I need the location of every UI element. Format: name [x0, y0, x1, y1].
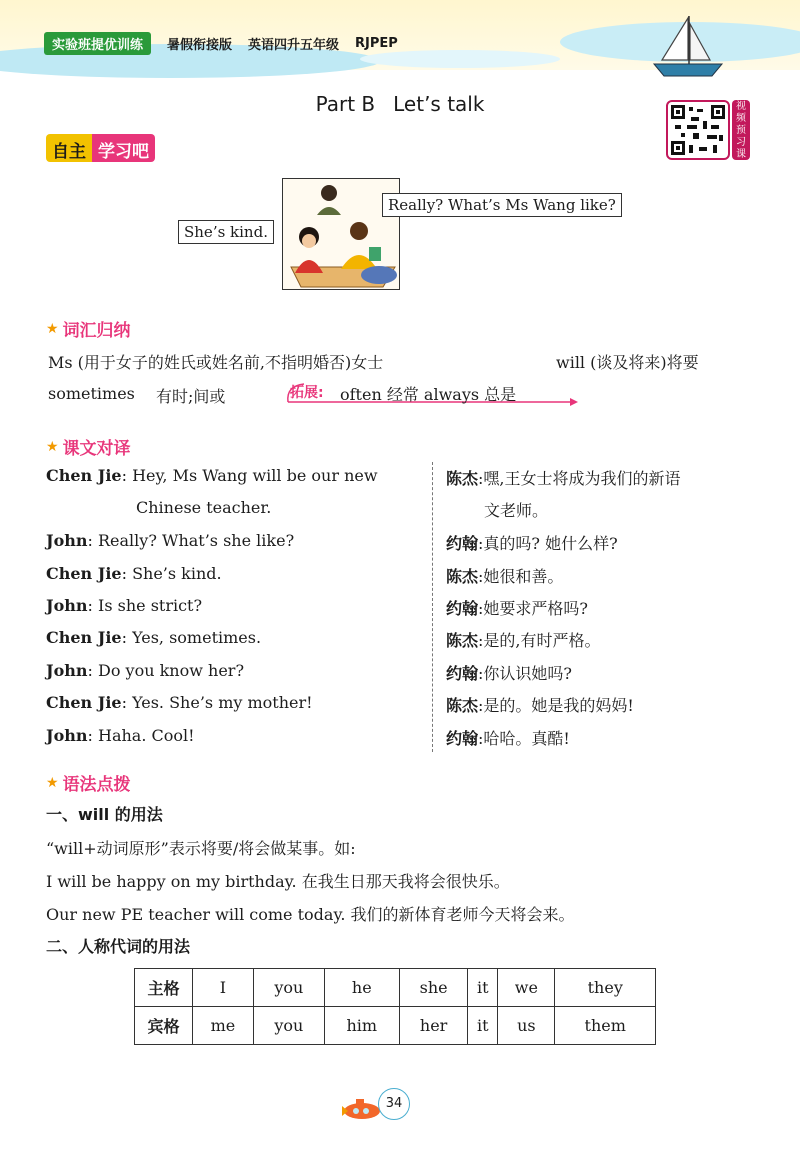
speaker: Chen Jie — [46, 693, 122, 712]
vocab-item-will: will (谈及将来)将要 — [556, 353, 699, 372]
qr-label: 视频预习课 — [732, 100, 750, 160]
badge-part1: 自主 — [46, 134, 92, 162]
speaker: Chen Jie — [46, 466, 122, 485]
star-icon: ★ — [46, 774, 59, 791]
star-icon: ★ — [46, 438, 59, 455]
speaker: 约翰 — [446, 729, 479, 748]
row-label: 宾格 — [135, 1007, 193, 1045]
dialogue-line-en: Chen Jie: Yes. She’s my mother! — [46, 693, 313, 712]
table-cell: it — [468, 969, 498, 1007]
vocab-item-sometimes-meaning: 有时;间或 — [156, 387, 226, 406]
table-cell: it — [468, 1007, 498, 1045]
grammar-example-2: Our new PE teacher will come today. 我们的新体育老师今天将会来。 — [46, 905, 575, 924]
dialogue-line-zh: 约翰:真的吗? 她什么样? — [446, 534, 618, 553]
dialogue-line-en: John: Really? What’s she like? — [46, 531, 295, 550]
translation-heading — [46, 434, 131, 459]
qr-code[interactable] — [666, 100, 730, 160]
speaker: John — [46, 596, 88, 615]
speaker: 陈杰 — [446, 631, 479, 650]
table-cell: we — [498, 969, 555, 1007]
table-cell: me — [193, 1007, 254, 1045]
header-banner — [0, 0, 800, 90]
table-cell: us — [498, 1007, 555, 1045]
grammar-sub2: 二、人称代词的用法 — [46, 937, 191, 956]
table-row — [135, 1007, 656, 1045]
page-number: 34 — [378, 1088, 410, 1120]
dialogue-text: 她很和善。 — [483, 567, 564, 586]
star-icon: ★ — [46, 320, 59, 337]
table-cell: you — [253, 969, 324, 1007]
dialogue-line-zh: 陈杰:她很和善。 — [446, 567, 564, 586]
table-cell: them — [555, 1007, 656, 1045]
speaker: 约翰 — [446, 664, 479, 683]
dialogue-text: 你认识她吗? — [483, 664, 572, 683]
speaker: 约翰 — [446, 599, 479, 618]
table-cell: he — [324, 969, 399, 1007]
vocab-heading-text: 词汇归纳 — [62, 321, 131, 341]
table-cell: she — [399, 969, 468, 1007]
row-label: 主格 — [135, 969, 193, 1007]
dialogue-text: 她要求严格吗? — [483, 599, 588, 618]
dialogue-text: Hey, Ms Wang will be our new — [132, 466, 378, 485]
dialogue-text: Do you know her? — [98, 661, 245, 680]
header-text — [44, 32, 398, 54]
dialogue-line-zh-cont: 文老师。 — [484, 501, 549, 520]
grammar-heading — [46, 770, 131, 795]
speech-bubble-right: Really? What’s Ms Wang like? — [382, 193, 622, 217]
grammar-sub1: 一、will 的用法 — [46, 805, 163, 824]
dialogue-text: Is she strict? — [98, 596, 203, 615]
dialogue-line-en: Chen Jie: Hey, Ms Wang will be our new — [46, 466, 378, 485]
publisher-code: RJPEP — [355, 35, 398, 51]
dialogue-text: Yes, sometimes. — [132, 628, 262, 647]
dialogue-text: Really? What’s she like? — [98, 531, 295, 550]
table-cell: they — [555, 969, 656, 1007]
grammar-rule: “will+动词原形”表示将要/将会做某事。如: — [46, 839, 356, 858]
grammar-heading-text: 语法点拨 — [62, 775, 131, 795]
speaker: Chen Jie — [46, 564, 122, 583]
dialogue-line-en: Chen Jie: Yes, sometimes. — [46, 628, 262, 647]
dialogue-line-zh: 陈杰:是的,有时严格。 — [446, 631, 601, 650]
speaker: 陈杰 — [446, 567, 479, 586]
dialogue-text: She’s kind. — [132, 564, 222, 583]
extension-text: often 经常 always 总是 — [340, 385, 517, 404]
speaker: John — [46, 726, 88, 745]
dialogue-line-zh: 陈杰:是的。她是我的妈妈! — [446, 696, 634, 715]
badge-part2: 学习吧 — [92, 134, 155, 162]
dialogue-line-zh: 陈杰:嘿,王女士将成为我们的新语 — [446, 469, 681, 488]
dialogue-line-en-cont: Chinese teacher. — [136, 498, 272, 517]
dialogue-line-zh: 约翰:她要求严格吗? — [446, 599, 588, 618]
dialogue-line-zh: 约翰:哈哈。真酷! — [446, 729, 570, 748]
lesson-label: Let’s talk — [393, 92, 485, 116]
dialogue-line-en: John: Is she strict? — [46, 596, 203, 615]
dialogue-text: Haha. Cool! — [98, 726, 195, 745]
table-cell: him — [324, 1007, 399, 1045]
dialogue-text: 真的吗? 她什么样? — [483, 534, 618, 553]
series-name: 实验班提优训练 — [44, 32, 151, 55]
part-label: Part B — [315, 92, 376, 116]
extension-tag: 拓展: — [290, 385, 324, 401]
dialogue-line-en: John: Haha. Cool! — [46, 726, 195, 745]
speaker: John — [46, 661, 88, 680]
vocab-heading — [46, 316, 131, 341]
subject-name: 英语四升五年级 — [248, 37, 340, 53]
speaker: 陈杰 — [446, 696, 479, 715]
speaker: John — [46, 531, 88, 550]
dialogue-text: Yes. She’s my mother! — [132, 693, 313, 712]
dialogue-text: 是的。她是我的妈妈! — [483, 696, 634, 715]
dialogue-line-en: John: Do you know her? — [46, 661, 245, 680]
pronoun-table — [134, 968, 656, 1045]
extension-note — [282, 382, 578, 406]
vocab-item-sometimes-word: sometimes — [48, 384, 135, 403]
speech-bubble-left: She’s kind. — [178, 220, 274, 244]
table-cell: I — [193, 969, 254, 1007]
dialogue-text: 是的,有时严格。 — [483, 631, 601, 650]
column-divider — [432, 462, 433, 752]
table-cell: her — [399, 1007, 468, 1045]
edition-name: 暑假衔接版 — [167, 37, 233, 53]
table-cell: you — [253, 1007, 324, 1045]
dialogue-text: 嘿,王女士将成为我们的新语 — [483, 469, 681, 488]
dialogue-line-zh: 约翰:你认识她吗? — [446, 664, 572, 683]
table-row — [135, 969, 656, 1007]
speaker: 约翰 — [446, 534, 479, 553]
translation-heading-text: 课文对译 — [62, 439, 131, 459]
speaker: Chen Jie — [46, 628, 122, 647]
dialogue-line-en: Chen Jie: She’s kind. — [46, 564, 222, 583]
vocab-item-ms: Ms (用于女子的姓氏或姓名前,不指明婚否)女士 — [48, 353, 384, 372]
grammar-example-1: I will be happy on my birthday. 在我生日那天我将会很快乐。 — [46, 872, 510, 891]
sailboat-icon — [648, 14, 728, 80]
qr-code-icon — [671, 105, 725, 155]
section-badge — [46, 134, 155, 162]
dialogue-text: 哈哈。真酷! — [483, 729, 570, 748]
speaker: 陈杰 — [446, 469, 479, 488]
